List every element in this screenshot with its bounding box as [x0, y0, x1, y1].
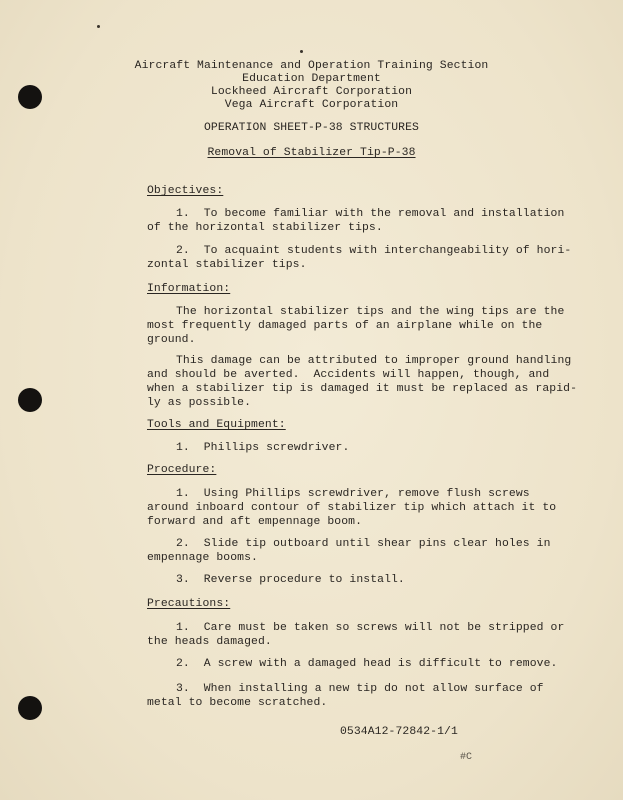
- info-para-1-line-1: The horizontal stabilizer tips and the wing tips are the: [176, 306, 565, 318]
- org-line-4: Vega Aircraft Corporation: [224, 99, 399, 111]
- info-para-1-line-2: most frequently damaged parts of an airplane while on the: [147, 320, 543, 332]
- procedure-2-line-2: empennage booms.: [147, 552, 258, 564]
- objective-2-line-2: zontal stabilizer tips.: [147, 259, 307, 271]
- punch-hole-bottom: [18, 696, 42, 720]
- precaution-1-line-2: the heads damaged.: [147, 636, 272, 648]
- procedure-1-line-2: around inboard contour of stabilizer tip which attach it to: [147, 502, 557, 514]
- procedure-heading: Procedure:: [147, 464, 217, 476]
- precaution-3-line-1: 3. When installing a new tip do not allow surface of: [176, 683, 544, 695]
- precaution-2: 2. A screw with a damaged head is difficult to remove.: [176, 658, 558, 670]
- objective-1-line-1: 1. To become familiar with the removal and installation: [176, 208, 565, 220]
- org-line-1: Aircraft Maintenance and Operation Training Section: [134, 60, 489, 72]
- tools-item-1: 1. Phillips screwdriver.: [176, 442, 350, 454]
- org-line-2: Education Department: [242, 73, 381, 85]
- tools-heading: Tools and Equipment:: [147, 419, 286, 431]
- information-heading: Information:: [147, 283, 231, 295]
- objective-1-line-2: of the horizontal stabilizer tips.: [147, 222, 383, 234]
- procedure-1-line-3: forward and aft empennage boom.: [147, 516, 363, 528]
- info-para-1-line-3: ground.: [147, 334, 196, 346]
- info-para-2-line-4: ly as possible.: [147, 397, 252, 409]
- info-para-2-line-3: when a stabilizer tip is damaged it must be replaced as rapid-: [147, 383, 578, 395]
- speck: [97, 25, 100, 28]
- procedure-1-line-1: 1. Using Phillips screwdriver, remove flush screws: [176, 488, 530, 500]
- procedure-3: 3. Reverse procedure to install.: [176, 574, 405, 586]
- objective-2-line-1: 2. To acquaint students with interchangeability of hori-: [176, 245, 572, 257]
- punch-hole-middle: [18, 388, 42, 412]
- objectives-heading: Objectives:: [147, 185, 224, 197]
- speck: [300, 50, 303, 53]
- precaution-3-line-2: metal to become scratched.: [147, 697, 328, 709]
- procedure-2-line-1: 2. Slide tip outboard until shear pins clear holes in: [176, 538, 551, 550]
- precautions-heading: Precautions:: [147, 598, 231, 610]
- sheet-title: OPERATION SHEET-P-38 STRUCTURES: [203, 122, 419, 134]
- subtitle: Removal of Stabilizer Tip-P-38: [207, 147, 416, 159]
- org-line-3: Lockheed Aircraft Corporation: [210, 86, 413, 98]
- document-number: 0534A12-72842-1/1: [340, 726, 458, 738]
- info-para-2-line-2: and should be averted. Accidents will happen, though, and: [147, 369, 550, 381]
- info-para-2-line-1: This damage can be attributed to improper ground handling: [176, 355, 572, 367]
- precaution-1-line-1: 1. Care must be taken so screws will not be stripped or: [176, 622, 565, 634]
- archive-mark: #C: [460, 752, 473, 763]
